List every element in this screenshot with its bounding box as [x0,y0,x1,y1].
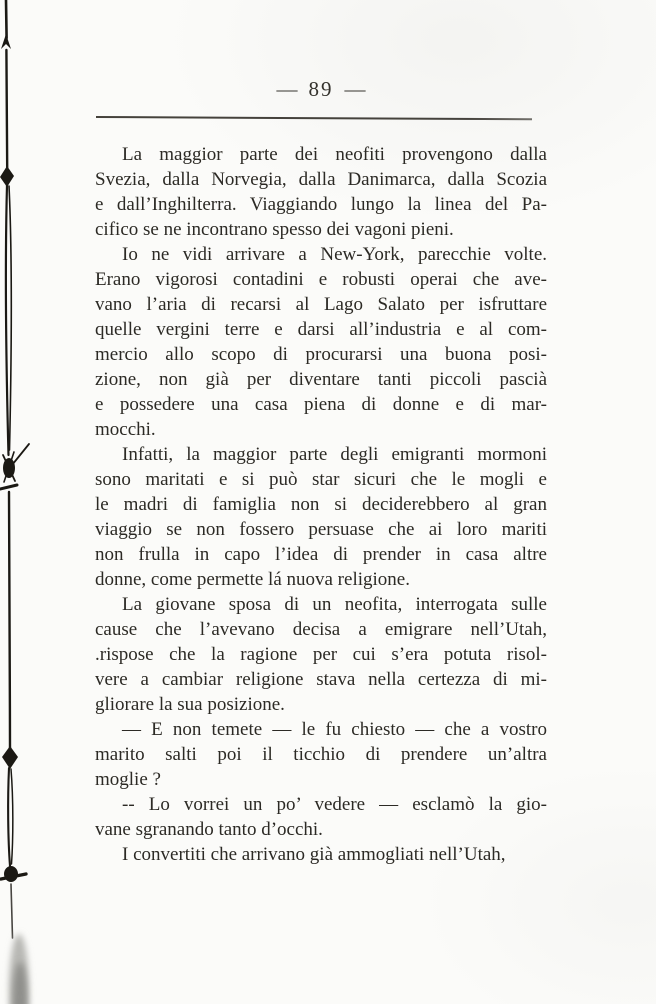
text-line: Infatti, la maggior parte degli emigranti mormoni [122,444,547,465]
paragraph [95,792,547,842]
text-line: cifico se ne incontrano spesso dei vagoni pieni. [95,219,454,240]
text-line: -- Lo vorrei un po’ vedere — esclamò la gio- [122,794,547,815]
text-line: zione, non già per diventare tanti piccoli pascià [95,369,547,390]
text-line: La maggior parte dei neofiti provengono dalla [122,144,547,165]
paragraph [95,842,547,867]
text-line: non frulla in capo l’idea di prender in casa altre [95,544,547,565]
paragraph [95,717,547,792]
thread-knots [0,34,18,882]
text-line: vane sgranando tanto d’occhi. [95,819,323,840]
text-line: e possedere una casa piena di donne e di mar- [95,394,547,415]
text-line: vere a cambiar religione stava nella certezza di mi- [95,669,547,690]
text-line: e dall’Inghilterra. Viaggiando lungo la linea del Pa- [95,194,547,215]
paragraph [95,592,547,717]
paragraph [95,242,547,442]
text-line: Erano vigorosi contadini e robusti operai che ave- [95,269,547,290]
text-line: — E non temete — le fu chiesto — che a vostro [122,719,547,740]
text-line: quelle vergini terre e darsi all’industria e al com- [95,319,547,340]
text-line: Io ne vidi arrivare a New-York, parecchie volte. [122,244,547,265]
page-header [95,76,547,102]
text-line: mocchi. [95,419,156,440]
header-dash-right: — [344,77,366,101]
text-line: I convertiti che arrivano già ammogliati nell’Utah, [122,844,506,865]
page-text [95,142,547,867]
paragraph [95,442,547,592]
text-line: marito salti poi il ticchio di prendere un’altra [95,744,547,765]
header-dash-left: — [276,77,298,101]
text-line: La giovane sposa di un neofita, interrogata sulle [122,594,547,615]
text-line: mercio allo scopo di procurarsi una buona posi- [95,344,547,365]
text-line: .rispose che la ragione per cui s’era potuta risol- [95,644,547,665]
text-line: sono maritati e si può star sicuri che le mogli e [95,469,547,490]
text-line: Svezia, dalla Norvegia, dalla Danimarca, dalla Scozia [95,169,547,190]
text-line: viaggio se non fossero persuase che ai loro mariti [95,519,547,540]
text-line: cause che l’avevano decisa a emigrare nell’Utah, [95,619,547,640]
text-line: le madri di famiglia non si deciderebbero al gran [95,494,547,515]
paragraph [95,142,547,242]
text-line: vano l’aria di recarsi al Lago Salato per isfruttare [95,294,547,315]
text-line: gliorare la sua posizione. [95,694,285,715]
header-rule [96,116,532,120]
ink-smudge-icon [9,934,29,1004]
page-number: 89 [308,77,334,101]
text-line: donne, come permette lá nuova religione. [95,569,410,590]
text-line: moglie ? [95,769,161,790]
binding-thread-icon [0,0,44,1004]
